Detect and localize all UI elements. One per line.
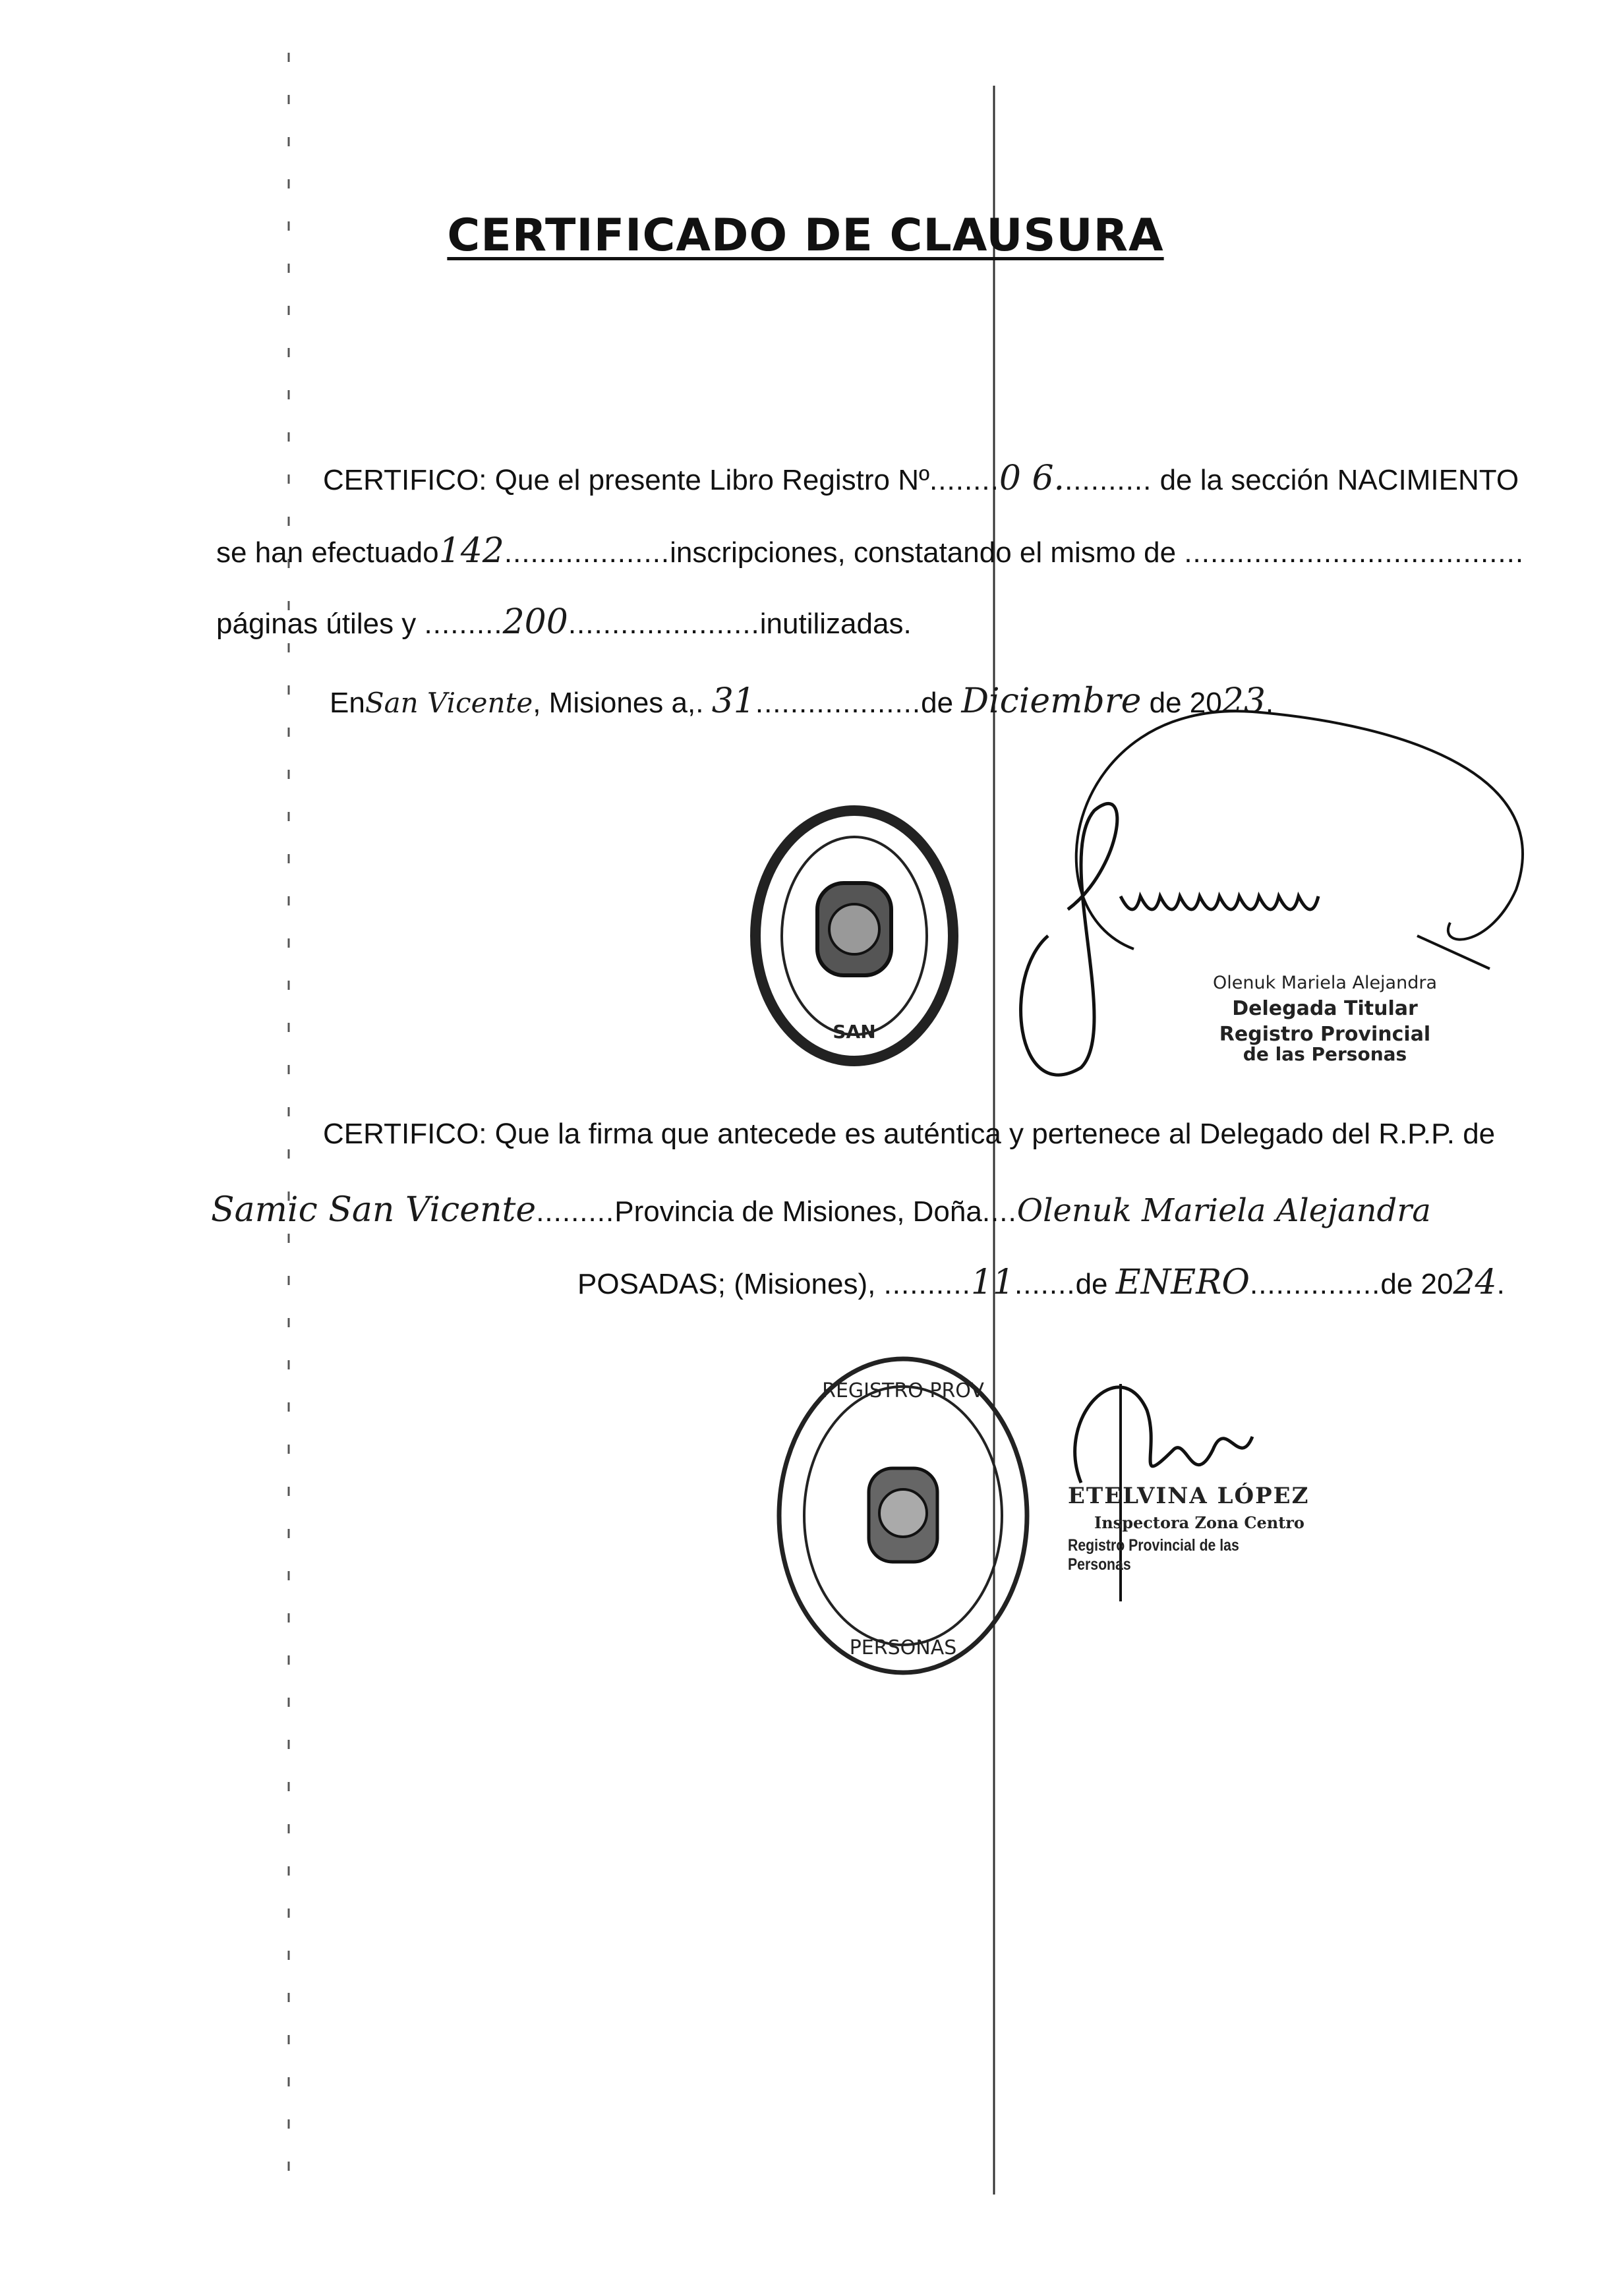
delegate-name-handwritten: Olenuk Mariela Alejandra	[1016, 1192, 1431, 1229]
day2-handwritten: 11	[970, 1263, 1014, 1302]
inscripciones-count: 142	[438, 531, 504, 571]
document-title: CERTIFICADO DE CLAUSURA	[447, 210, 1164, 262]
locality-handwritten: Samic San Vicente	[211, 1190, 537, 1230]
cert1-line1: CERTIFICO: Que el presente Libro Registro Nº........0 6........... de la sección NACIMIENTO	[323, 459, 1519, 498]
inspector-stamp-name: ETELVINA LÓPEZ	[1068, 1483, 1310, 1509]
cert2-line2: Samic San Vicente.........Provincia de Misiones, Doña....Olenuk Mariela Alejandra	[211, 1190, 1431, 1230]
delegate-stamp-name: Olenuk Mariela Alejandra	[1212, 973, 1438, 993]
inspector-stamp-office: Registro Provincial de las Personas	[1068, 1536, 1239, 1574]
year2-handwritten: 24	[1453, 1263, 1497, 1302]
inspector-stamp-block	[1068, 1483, 1345, 1574]
month2-handwritten: ENERO	[1115, 1263, 1250, 1302]
libro-number: 0 6.	[999, 459, 1065, 498]
cert2-line3: POSADAS; (Misiones), ..........11.......de ENERO...............de 2024.	[577, 1263, 1505, 1302]
delegate-stamp-role: Delegada Titular	[1232, 997, 1418, 1020]
month-handwritten: Diciembre	[961, 681, 1142, 721]
inspector-stamp-role: Inspectora Zona Centro	[1094, 1513, 1304, 1532]
year-handwritten: 23	[1221, 681, 1266, 721]
inutilizadas-count: 200	[502, 602, 568, 642]
cert1-line2: se han efectuado142...................inscripciones, constatando el mismo de .......................................	[216, 531, 1525, 571]
svg-text:SAN: SAN	[833, 1021, 876, 1043]
day-handwritten: 31	[711, 681, 755, 721]
city-handwritten: San Vicente	[365, 687, 533, 719]
svg-text:REGISTRO PROV: REGISTRO PROV	[822, 1379, 984, 1402]
cert2-line1: CERTIFICO: Que la firma que antecede es auténtica y pertenece al Delegado del R.P.P. de	[323, 1118, 1496, 1150]
svg-text:PERSONAS: PERSONAS	[849, 1636, 957, 1659]
delegate-stamp-office-1: Registro Provincial	[1219, 1023, 1431, 1046]
cert1-line3: páginas útiles y .........200......................inutilizadas.	[216, 602, 912, 642]
delegate-stamp-office-2: de las Personas	[1243, 1043, 1407, 1065]
cert1-line4: EnSan Vicente, Misiones a,. 31...................de Diciembre de 2023.	[330, 681, 1274, 721]
